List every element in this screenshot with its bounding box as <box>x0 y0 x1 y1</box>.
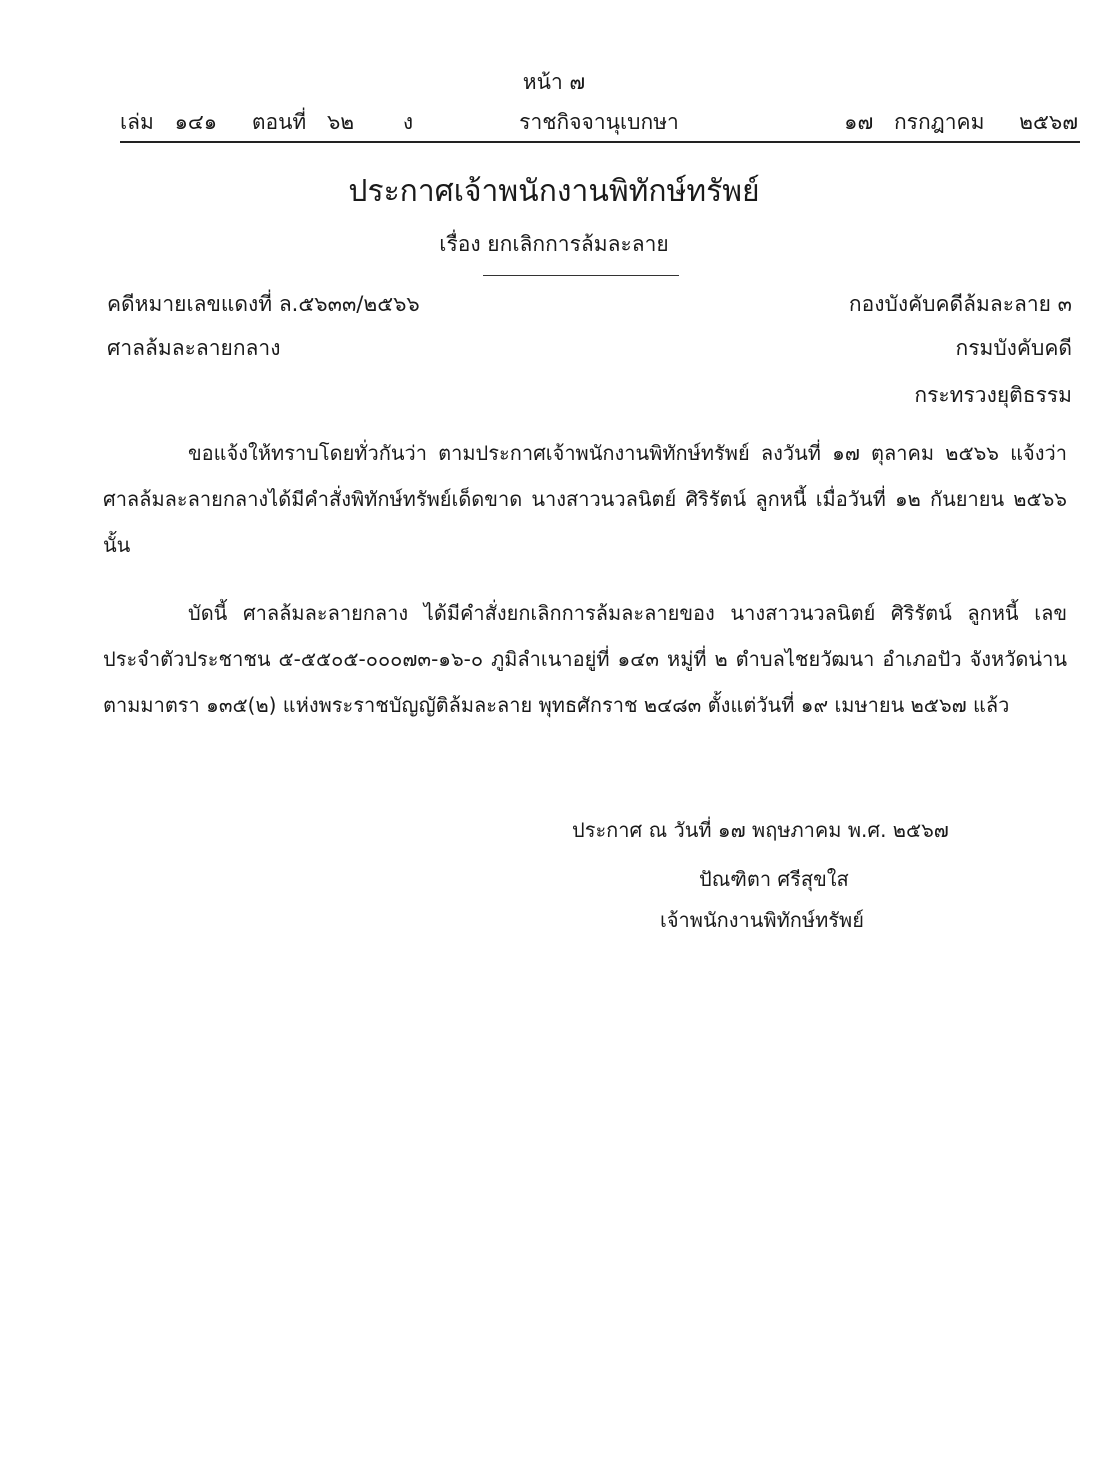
gazette-month: กรกฎาคม <box>893 110 985 134</box>
case-number: คดีหมายเลขแดงที่ ล.๕๖๓๓/๒๕๖๖ <box>107 292 420 316</box>
issue-section: ง <box>402 110 414 134</box>
ministry-name: กระทรวงยุติธรรม <box>914 383 1072 407</box>
signatory-position: เจ้าพนักงานพิทักษ์ทรัพย์ <box>660 908 864 932</box>
title-divider <box>483 275 679 276</box>
gazette-header <box>120 106 1078 140</box>
gazette-year: ๒๕๖๗ <box>1019 110 1078 134</box>
issue-label: ตอนที่ <box>251 110 307 134</box>
body-paragraph-2: บัดนี้ ศาลล้มละลายกลาง ได้มีคำสั่งยกเลิกการล้มละลายของ นางสาวนวลนิตย์ ศิริรัตน์ ลูกหนี้ เลขประจำตัวประชาชน ๕-๕๕๐๕-๐๐๐๗๓-๑๖-๐ ภูมิลำเนาอยู่ที่ ๑๔๓ หมู่ที่ ๒ ตำบลไชยวัฒนา อำเภอปัว จังหวัดน่าน ตามมาตรา ๑๓๕(๒) แห่งพระราชบัญญัติล้มละลาย พุทธศักราช ๒๔๘๓ ตั้งแต่วันที่ ๑๙ เมษายน ๒๕๖๗ แล้ว <box>103 601 1067 717</box>
gazette-date <box>844 106 1078 139</box>
announcement-title: ประกาศเจ้าพนักงานพิทักษ์ทรัพย์ <box>348 174 760 209</box>
issue-number: ๖๒ <box>326 110 355 134</box>
body-paragraph-1: ขอแจ้งให้ทราบโดยทั่วกันว่า ตามประกาศเจ้าพนักงานพิทักษ์ทรัพย์ ลงวันที่ ๑๗ ตุลาคม ๒๕๖๖ แจ้งว่าศาลล้มละลายกลางได้มีคำสั่งพิทักษ์ทรัพย์เด็ดขาด นางสาวนวลนิตย์ ศิริรัตน์ ลูกหนี้ เมื่อวันที่ ๑๒ กันยายน ๒๕๖๖ นั้น <box>103 441 1068 557</box>
header-divider <box>120 141 1080 143</box>
gazette-day: ๑๗ <box>844 110 874 134</box>
signatory-name: ปัณฑิตา ศรีสุขใส <box>699 867 849 891</box>
page-number: หน้า ๗ <box>522 70 586 94</box>
court-name: ศาลล้มละลายกลาง <box>107 336 281 360</box>
department-name: กรมบังคับคดี <box>955 336 1072 360</box>
gazette-name: ราชกิจจานุเบกษา <box>519 110 679 134</box>
volume-label: เล่ม <box>120 110 154 134</box>
announcement-subject: เรื่อง ยกเลิกการล้มละลาย <box>439 232 669 256</box>
division-name: กองบังคับคดีล้มละลาย ๓ <box>848 292 1072 316</box>
signature-date: ประกาศ ณ วันที่ ๑๗ พฤษภาคม พ.ศ. ๒๕๖๗ <box>572 818 949 842</box>
volume-number: ๑๔๑ <box>174 110 218 134</box>
